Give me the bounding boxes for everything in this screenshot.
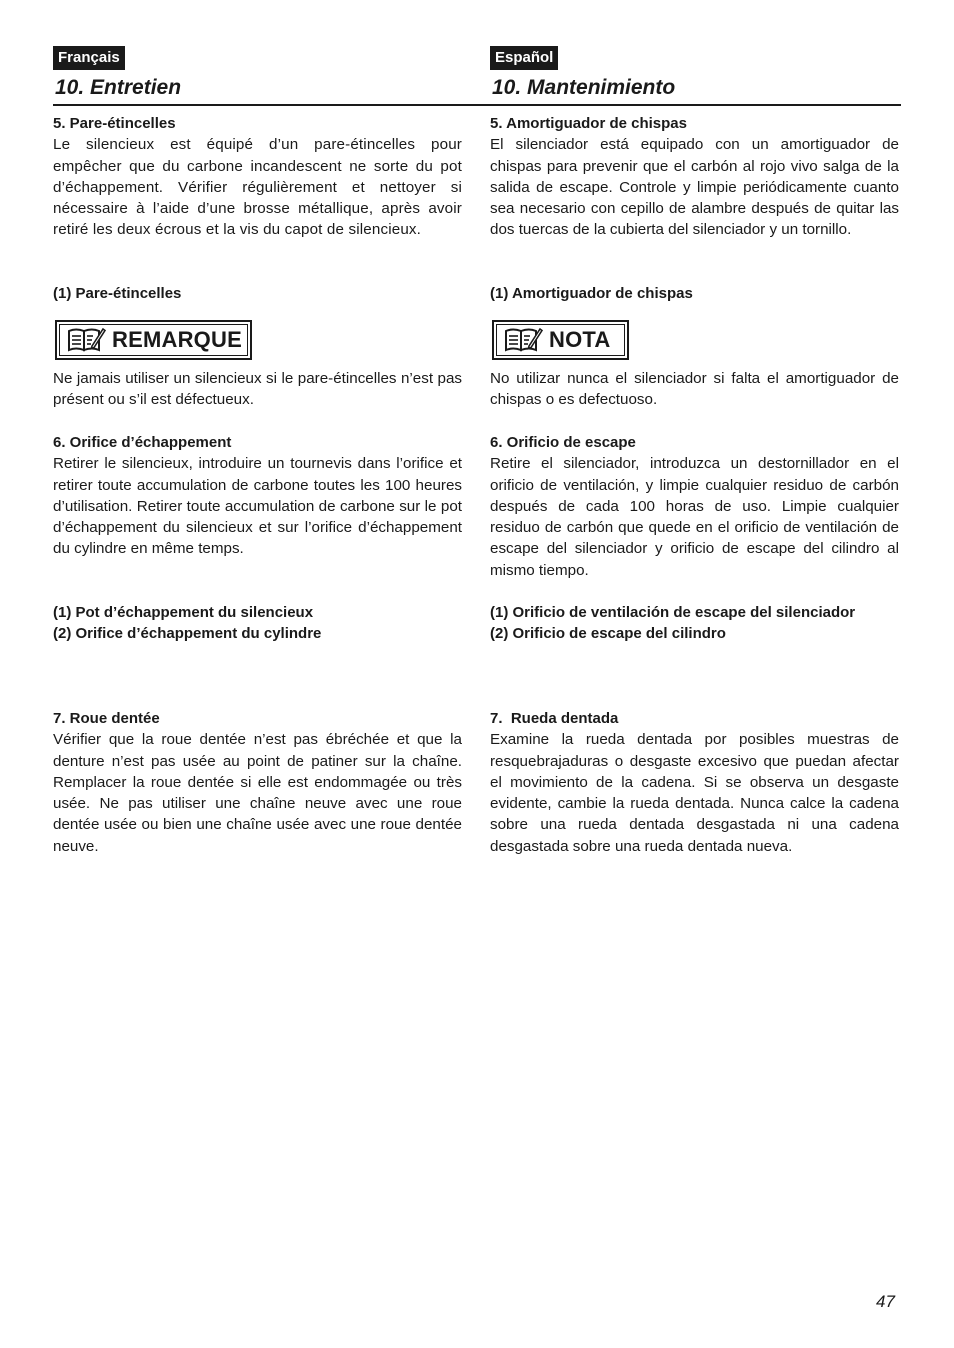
chapter-title-spanish: 10. Mantenimiento — [492, 76, 676, 99]
note-box-spanish — [492, 320, 629, 360]
section-exhaust-port-spanish — [490, 432, 899, 581]
section-text: Retirer le silencieux, introduire un tournevis dans l’orifice et retirer toute accumulation de carbone toutes les 100 heures d’utilisation. Retirer toute accumulation de carbone sur le pot d’échappement du silencieux et sur l’orifice d’échappement du cylindre en même temps. — [53, 455, 462, 558]
section-heading: 6. Orificio de escape — [490, 434, 636, 451]
figure-caption: (2) Orificio de escape del cilindro — [490, 625, 726, 643]
section-exhaust-port-french — [53, 432, 462, 560]
page-number: 47 — [876, 1292, 895, 1311]
note-label: REMARQUE — [112, 327, 242, 352]
section-sprocket-french — [53, 708, 462, 857]
figure-caption: (1) Pare-étincelles — [53, 285, 182, 302]
section-heading: 5. Pare-étincelles — [53, 115, 176, 132]
figure-caption: (1) Orificio de ventilación de escape del silenciador — [490, 604, 856, 621]
section-heading: 6. Orifice d’échappement — [53, 434, 232, 451]
figure-captions — [53, 602, 462, 645]
section-text: Examine la rueda dentada por posibles muestras de resquebrajaduras o desgaste excesivo que puedan afectar el movimiento de la cadena. Si se observa un desgaste evidente, cambie la rueda dentada. Nunca calce la cadena sobre una rueda dentada desgastada ni una cadena desgastada sobre una rueda dentada nueva. — [490, 731, 899, 855]
section-heading: 5. Amortiguador de chispas — [490, 115, 687, 132]
language-tag-spanish: Español — [490, 46, 558, 70]
section-text: Retire el silenciador, introduzca un destornillador en el orificio de ventilación, y limpie cualquier residuo de carbón después de cada 100 horas de uso. Limpie cualquier residuo de carbón que quede en el orificio de ventilación de escape del silenciador y orificio de escape del cilindro al mismo tiempo. — [490, 455, 899, 579]
french-column — [53, 46, 462, 855]
note-box-french — [55, 320, 252, 360]
figure-caption: (1) Pot d’échappement du silencieux — [53, 604, 314, 621]
header-rule — [53, 104, 901, 106]
note-text: Ne jamais utiliser un silencieux si le pare-étincelles n’est pas présent ou s’il est défectueux. — [53, 370, 462, 409]
chapter-title-french: 10. Entretien — [55, 76, 182, 99]
section-text: Le silencieux est équipé d’un pare-étincelles pour empêcher que du carbone incandescent ne sorte du pot d’échappement. Vérifier régulièrement et nettoyer si nécessaire à l’aide d’une brosse métallique, après avoir retiré les deux écrous et la vis du capot de silencieux. — [53, 136, 462, 239]
note-label: NOTA — [549, 327, 611, 352]
language-tag-french: Français — [53, 46, 125, 70]
open-book-with-pencil-icon — [503, 326, 543, 354]
spanish-column — [490, 46, 899, 855]
figure-captions — [490, 602, 899, 645]
figure-caption: (1) Amortiguador de chispas — [490, 285, 693, 302]
figure-caption: (2) Orifice d’échappement du cylindre — [53, 625, 322, 643]
note-text: No utilizar nunca el silenciador si falta el amortiguador de chispas o es defectuoso. — [490, 370, 899, 409]
section-heading: 7. Roue dentée — [53, 710, 160, 727]
section-spark-arrester-french — [53, 113, 462, 241]
open-book-with-pencil-icon — [66, 326, 106, 354]
section-heading: 7. Rueda dentada — [490, 710, 619, 727]
section-text: Vérifier que la roue dentée n’est pas ébréchée et que la denture n’est pas usée au point de patiner sur la chaîne. Remplacer la roue dentée si elle est endommagée ou très usée. Ne pas utiliser une chaîne neuve avec une roue dentée usée ou bien une chaîne usée avec une roue dentée neuve. — [53, 731, 462, 855]
section-text: El silenciador está equipado con un amortiguador de chispas para prevenir que el carbón al rojo vivo salga de la salida de escape. Controle y limpie periódicamente cuanto sea necesario con cepillo de alambre después de quitar las dos tuercas de la cubierta del silenciador y un tornillo. — [490, 136, 899, 239]
section-spark-arrester-spanish — [490, 113, 899, 241]
section-sprocket-spanish — [490, 708, 899, 857]
